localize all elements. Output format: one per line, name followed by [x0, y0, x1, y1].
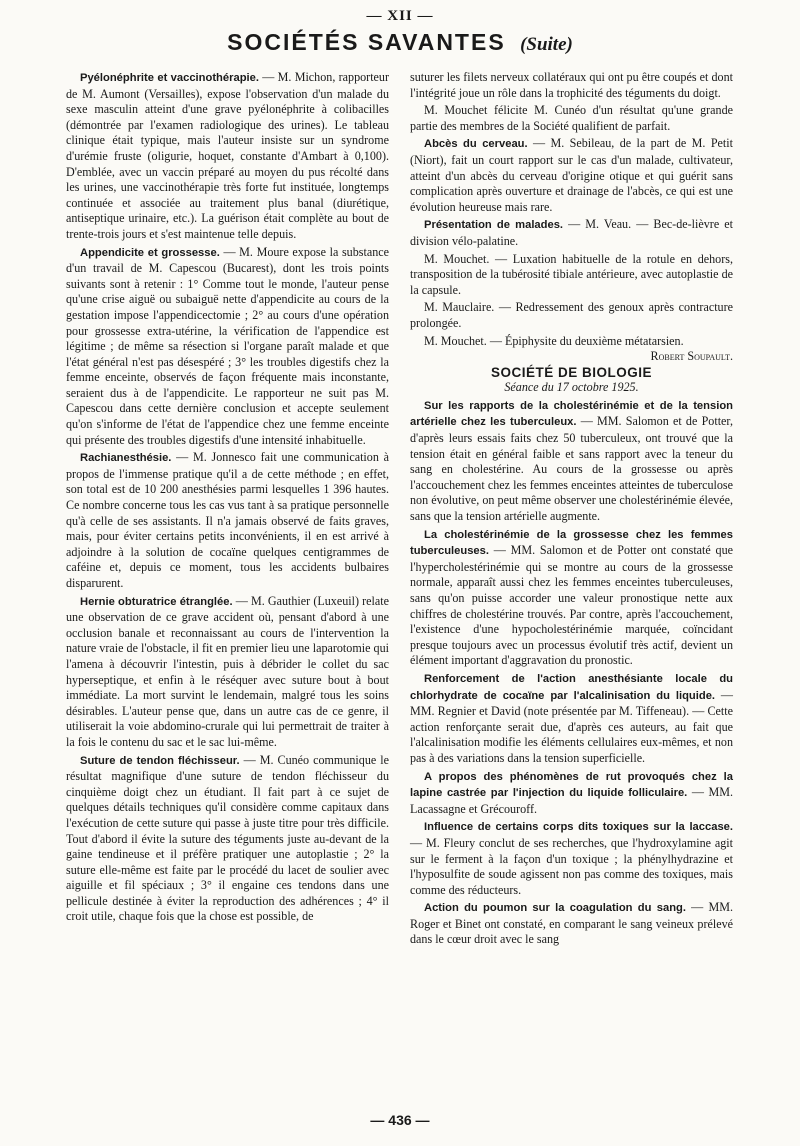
article-text: — MM. Lacassagne et Grécouroff. [410, 785, 734, 816]
article-text: M. Mouchet. — Luxation habituelle de la rotule en dehors, transposition de la tubérosité tibiale antérieure, avec autoplastie de la capsule. [410, 251, 733, 297]
article-text: — M. Moure expose la substance d'un travail de M. Capescou (Bucarest), dont les trois points suivants sont à retenir : 1° Comme tout le monde, l'auteur pense qu'une crise aiguë ou subaiguë nette d'appendicite au cours de la gestation impose l'appendicectomie ; 2° au cours d'une opération pour grossesse extra-utérine, la vérification de l'appendice est légitime ; de même sa résection si l'organe paraît malade et que l'état général n'est pas désespéré ; 3° les troubles digestifs chez la femme enceinte, observés de façon fréquente mais inconstante, seraient dus à de l'appendicite. Le rapporteur ne suit pas M. Capescou dans cette dernière conclusion et accepte seulement qu'on s'informe de l'état de l'appendice chez une femme enceinte qui présente des troubles digestifs d'une intensité inhabituelle. [66, 244, 389, 447]
article-text: — M. Cunéo communique le résultat magnifique d'une suture de tendon fléchisseur du cinquième doigt chez un étudiant. Il fait part à ce sujet de quelques détails techniques qu'il considère comme capitaux dans l'exécution de cette suture qui passe à juste titre pour très difficile. Tout d'abord il évite la suture des téguments juste au-devant de la gaine tendineuse et il préfère pratiquer une autoplastie ; 2° la suture elle-même est faite par le procédé du lacet de soulier avec aiguille et fil spéciaux ; 3° il engaine ces tendons dans une pellicule destinée à éviter la reproduction des adhérences ; 4° il croit utile, chaque fois que la chose est possible, de [66, 752, 389, 924]
article-heading: Appendicite et grossesse. [80, 246, 220, 259]
article-heading: Renforcement de l'action anesthésiante locale du chlorhydrate de cocaïne par l'alcalinisation du liquide. [410, 672, 733, 702]
article [410, 136, 733, 215]
article-text: — MM. Salomon et de Potter, d'après leurs essais faits chez 50 tuberculeux, ont trouvé que la tension était en général faible et sans rapport avec la teneur du sang en cholestérine. Au cours de la grossesse ou après l'accouchement chez les femmes enceintes atteintes de tuberculose non évolutive, on peut même observer une cholestérinémie élevée, sans que la tension artérielle augmente. [410, 414, 733, 524]
page-number: — 436 — [370, 1112, 430, 1128]
article-text: — M. Gauthier (Luxeuil) relate une observation de ce grave accident où, pensant d'abord à une occlusion banale et reconnaissant au cours de l'intervention la nature vraie de l'obstacle, il fit en premier lieu une laparotomie qui l'amena à découvrir l'intestin, puis à débrider le collet du sac hyperseptique, et enfin à le réséquer avec suture bout à bout immédiate. La mort survint le lendemain, malgré tous les soins désirables. L'auteur pense que, dans un autre cas de ce genre, il utiliserait la voie abdomino-crurale qui lui permettrait de traiter à la fois le contenu du sac et le sac lui-même. [66, 593, 389, 749]
article [410, 671, 733, 767]
article [410, 900, 733, 948]
article-text: — M. Michon, rapporteur de M. Aumont (Versailles), expose l'observation d'un malade du sexe masculin atteint d'une grave pyélonéphrite à colibacilles (démontrée par l'examen radiologique des urines). Le tableau clinique était typique, mais l'auteur insiste sur un syndrome d'urémie fruste (oligurie, hoquet, constante d'Ambart à 0,100). D'emblée, avec un vaccin préparé au moyen du pus récolté dans les urines, une vaccinothérapie très forte fut instituée, longtemps continuée et associée au traitement plus banal (diurétique, antiseptique urinaire, etc.). La guérison était complète au bout de trente-trois jours et s'est maintenue telle depuis. [66, 70, 389, 241]
article-text: — MM. Regnier et David (note présentée par M. Tiffeneau). — Cette action renforçante serait due, d'après ces auteurs, au fait que l'alcalinisation modifie les éléments cellulaires eux-mêmes, et non pas à des variations dans la tension superficielle. [410, 687, 734, 765]
right-column [410, 70, 733, 948]
article [66, 245, 389, 449]
article [66, 753, 389, 926]
article [410, 103, 733, 134]
masthead-suite: (Suite) [520, 34, 573, 55]
article-text: — MM. Salomon et de Potter ont constaté que l'hypercholestérinémie qui se montre au cours de la grossesse normale, apparaît aussi chez les femmes enceintes tuberculeuses, sans qu'on puisse accorder une valeur pronostique nette aux chiffres de cholestérine trouvés. Par contre, après l'accouchement, l'existence d'une hypocholestérinémie marquée, coïncidant presque toujours avec un processus évolutif très actif, devient un élément important d'aggravation du pronostic. [410, 543, 733, 668]
masthead-title: SOCIÉTÉS SAVANTES [227, 29, 506, 55]
article-heading: La cholestérinémie de la grossesse chez les femmes tuberculeuses. [410, 528, 733, 558]
left-column [66, 70, 389, 925]
article-heading: Influence de certains corps dits toxiques sur la laccase. [424, 821, 733, 834]
article-heading: Pyélonéphrite et vaccinothérapie. [80, 72, 259, 84]
page-header: — XII — [366, 8, 434, 24]
article [66, 450, 389, 591]
continuation-text: suturer les filets nerveux collatéraux qui ont pu être coupés et dont l'intégrité joue un rôle dans la trophicité des téguments du doigt. [410, 70, 733, 100]
article [410, 334, 733, 350]
article [410, 769, 733, 818]
article [410, 217, 733, 249]
article-heading: A propos des phénomènes de rut provoqués chez la lapine castrée par l'injection du liquide folliculaire. [410, 770, 733, 800]
article [410, 398, 733, 525]
article-heading: Abcès du cerveau. [424, 138, 528, 151]
article-text: M. Mouchet félicite M. Cunéo d'un résultat qu'une grande partie des membres de la Société qualifient de parfait. [410, 103, 733, 133]
article [66, 70, 389, 243]
article [66, 594, 389, 751]
article-heading: Hernie obturatrice étranglée. [80, 595, 233, 608]
article-text: M. Mauclaire. — Redressement des genoux après contracture prolongée. [410, 300, 733, 330]
article-heading: Suture de tendon fléchisseur. [80, 754, 240, 767]
article-text: M. Mouchet. — Épiphysite du deuxième métatarsien. [424, 333, 684, 348]
article-text: — M. Fleury conclut de ses recherches, que l'hydroxylamine agit sur le ferment à la façon d'un toxique ; la phénylhydrazine et l'hyposulfite de soude agissent non pas comme des toxiques, mais comme des réducteurs. [410, 835, 733, 897]
society-title: SOCIÉTÉ DE BIOLOGIE [490, 364, 653, 380]
article-heading: Rachianesthésie. [80, 452, 172, 465]
article-text: — M. Veau. — Bec-de-lièvre et division vélo-palatine. [410, 217, 733, 248]
article-heading: Présentation de malades. [424, 219, 564, 232]
signature: Robert Soupault. [650, 349, 733, 364]
article [410, 819, 733, 898]
article-text: — M. Sebileau, de la part de M. Petit (Niort), fait un court rapport sur le cas d'un malade, cultivateur, atteint d'un abcès du cerveau d'origine otique et qui guérit sans complication après ouverture et drainage de l'abcès, ce qui est une évolution heureuse mais rare. [410, 136, 733, 214]
article [410, 527, 733, 669]
article [410, 300, 733, 331]
article-text: — M. Jonnesco fait une communication à propos de l'immense pratique qu'il a de cette méthode ; en effet, son total est de 10 200 anesthésies parmi lesquelles 1 396 hautes. Ce nombre concerne tous les cas vus tant à sa pratique personnelle qu'à celle de ses assistants. Il n'a jamais observé de faits graves, mais, pour éviter certains petits inconvénients, il en est arrivé à adjoindre à la solution de cocaïne quelques centigrammes de caféine et, depuis ce moment, tous les accidents bulbaires disparurent. [66, 450, 389, 590]
article [410, 252, 733, 299]
article-heading: Action du poumon sur la coagulation du sang. [424, 902, 686, 915]
article-heading: Sur les rapports de la cholestérinémie et de la tension artérielle chez les tuberculeux. [410, 399, 733, 429]
seance-date: Séance du 17 octobre 1925. [504, 380, 639, 395]
article-text: — MM. Roger et Binet ont constaté, en comparant le sang veineux prélevé dans le cœur droit avec le sang [410, 900, 734, 947]
masthead [0, 29, 800, 56]
